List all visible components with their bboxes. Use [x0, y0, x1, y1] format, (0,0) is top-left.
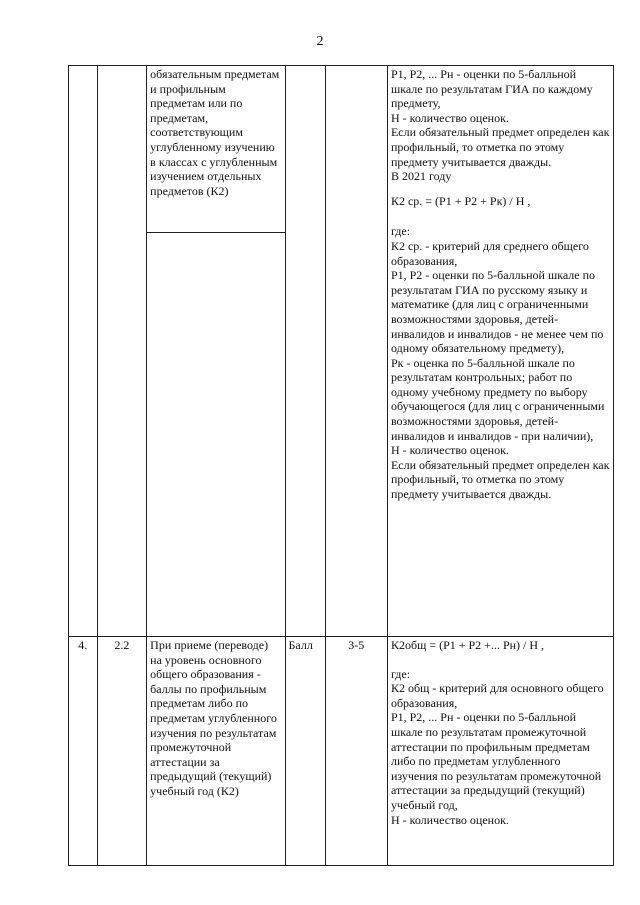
page-number: 2	[316, 34, 324, 49]
table-row	[69, 637, 614, 866]
cell-range: 3-5	[325, 637, 387, 866]
cell-range	[325, 66, 387, 637]
cell-calculation	[387, 66, 613, 637]
calc-line: К2 общ - критерий для основного общего образования,	[390, 681, 604, 710]
calc-line: где:	[390, 224, 411, 239]
calc-line: Р1, Р2, ... Рн - оценки по 5-балльной шкале по результатам промежуточной аттестации по профильным предметам либо по предметам углубленного изучения по результатам промежуточной аттестации за предыдущий (текущий) учебный год,	[390, 710, 602, 812]
formula: К2общ = (Р1 + Р2 +... Рн) / Н ,	[390, 638, 545, 652]
calc-line: Р1, Р2 - оценки по 5-балльной шкале по результатам ГИА по русскому языку и математике (для лиц с ограниченными возможностями здоровья, детей-инвалидов и инвалидов - не менее чем по одному обязательному предмету),	[390, 268, 604, 356]
calc-line: где:	[390, 666, 411, 681]
calc-line: Если обязательный предмет определен как профильный, то отметка по этому предмету учитывается дважды.	[390, 457, 610, 502]
calc-line: Если обязательный предмет определен как профильный, то отметка по этому предмету учитывается дважды.	[390, 125, 610, 169]
cell-number	[69, 66, 98, 637]
calc-line: Рк - оценка по 5-балльной шкале по результатам контрольных; работ по одному учебному предмету по выбору обучающегося (для лиц с ограниченными возможностями здоровья, детей-инвалидов и инвалидов - при наличии),	[390, 355, 605, 443]
criterion-text: обязательным предметам и профильным предметам или по предметам, соответствующим углубленному изучению в классах с углубленным изучением отдельных предметов (К2)	[147, 66, 284, 233]
cell-code	[97, 66, 147, 637]
calc-line: Н - количество оценок.	[390, 443, 509, 458]
cell-criterion	[147, 66, 285, 637]
cell-code: 2.2	[97, 637, 147, 866]
table-row	[69, 66, 614, 637]
cell-unit	[285, 66, 325, 637]
criteria-table	[68, 65, 614, 866]
calc-line: Н - количество оценок.	[390, 110, 509, 125]
calc-line: К2 ср. - критерий для среднего общего образования,	[390, 238, 589, 268]
cell-calculation	[387, 637, 613, 866]
cell-number: 4.	[69, 637, 98, 866]
calc-line: В 2021 году	[390, 169, 452, 184]
cell-unit: Балл	[285, 637, 325, 866]
cell-criterion: При приеме (переводе) на уровень основного общего образования - баллы по профильным предметам либо по предметам углубленного изучения по результатам промежуточной аттестации за предыдущий (текущий) учебный год (К2)	[147, 637, 285, 866]
calc-line: Р1, Р2, ... Рн - оценки по 5-балльной шкале по результатам ГИА по каждому предмету,	[390, 67, 593, 111]
calc-line: Н - количество оценок.	[390, 812, 509, 827]
formula: К2 ср. = (Р1 + Р2 + Рк) / Н ,	[390, 193, 531, 208]
